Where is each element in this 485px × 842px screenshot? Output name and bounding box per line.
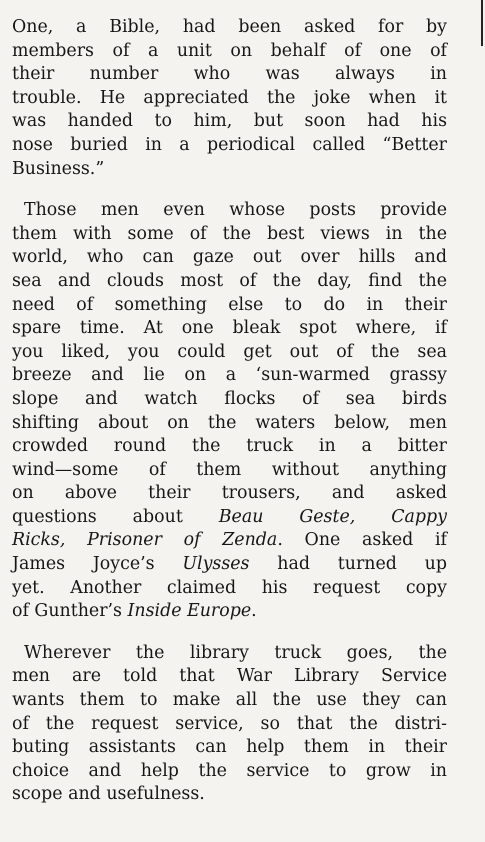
- text-line: breeze and lie on a ‘sun-warmed grassy: [12, 365, 447, 386]
- text-line: spare time. At one bleak spot where, if: [12, 318, 447, 339]
- text-run: . One asked if: [277, 530, 447, 551]
- paragraph-3: [12, 642, 447, 807]
- text-line: [12, 506, 447, 530]
- text-line: wants them to make all the use they can: [12, 690, 447, 711]
- text-run: .: [251, 601, 257, 622]
- text-line: [12, 553, 447, 577]
- text-line: you liked, you could get out of the sea: [12, 341, 447, 362]
- text-line: world, who can gaze out over hills and: [12, 247, 447, 268]
- text-line: men are told that War Library Service: [12, 666, 447, 687]
- text-run: James Joyce’s: [12, 554, 183, 575]
- text-line: shifting about on the waters below, men: [12, 412, 447, 433]
- text-line: on above their trousers, and asked: [12, 483, 447, 504]
- text-line: Wherever the library truck goes, the: [24, 642, 447, 663]
- paragraph-2: [12, 199, 447, 624]
- text-run: of Gunther’s: [12, 601, 128, 622]
- page-edge-mark: [481, 0, 483, 46]
- text-line: yet. Another claimed his request copy: [12, 577, 447, 598]
- text-run: had turned up: [249, 554, 447, 575]
- text-run: questions about: [12, 506, 219, 527]
- book-title: Ricks, Prisoner of Zenda: [12, 530, 278, 551]
- text-line: need of something else to do in their: [12, 294, 447, 315]
- text-line: slope and watch flocks of sea birds: [12, 388, 447, 409]
- text-line: of the request service, so that the distri-: [12, 713, 447, 734]
- text-line: Those men even whose posts provide: [24, 200, 447, 221]
- text-line: trouble. He appreciated the joke when it: [12, 87, 447, 108]
- text-line: sea and clouds most of the day, find the: [12, 270, 447, 291]
- book-title: Beau Geste, Cappy: [218, 506, 447, 527]
- text-line: nose buried in a periodical called “Better: [12, 134, 447, 155]
- text-line: scope and usefulness.: [12, 784, 205, 805]
- text-line: choice and help the service to grow in: [12, 760, 447, 781]
- book-title: Inside Europe: [127, 601, 252, 622]
- text-line: members of a unit on behalf of one of: [12, 40, 447, 61]
- text-line: their number who was always in: [12, 64, 447, 85]
- book-title: Ulysses: [182, 554, 250, 575]
- text-line: crowded round the truck in a bitter: [12, 436, 447, 457]
- text-line: wind—some of them without anything: [12, 459, 447, 480]
- text-line: them with some of the best views in the: [12, 223, 447, 244]
- text-line: [12, 600, 447, 624]
- text-line: was handed to him, but soon had his: [12, 111, 447, 132]
- text-line: buting assistants can help them in their: [12, 737, 447, 758]
- text-line: [12, 529, 447, 553]
- paragraph-1: [12, 16, 447, 181]
- text-line: Business.”: [12, 158, 105, 179]
- text-line: One, a Bible, had been asked for by: [12, 17, 447, 37]
